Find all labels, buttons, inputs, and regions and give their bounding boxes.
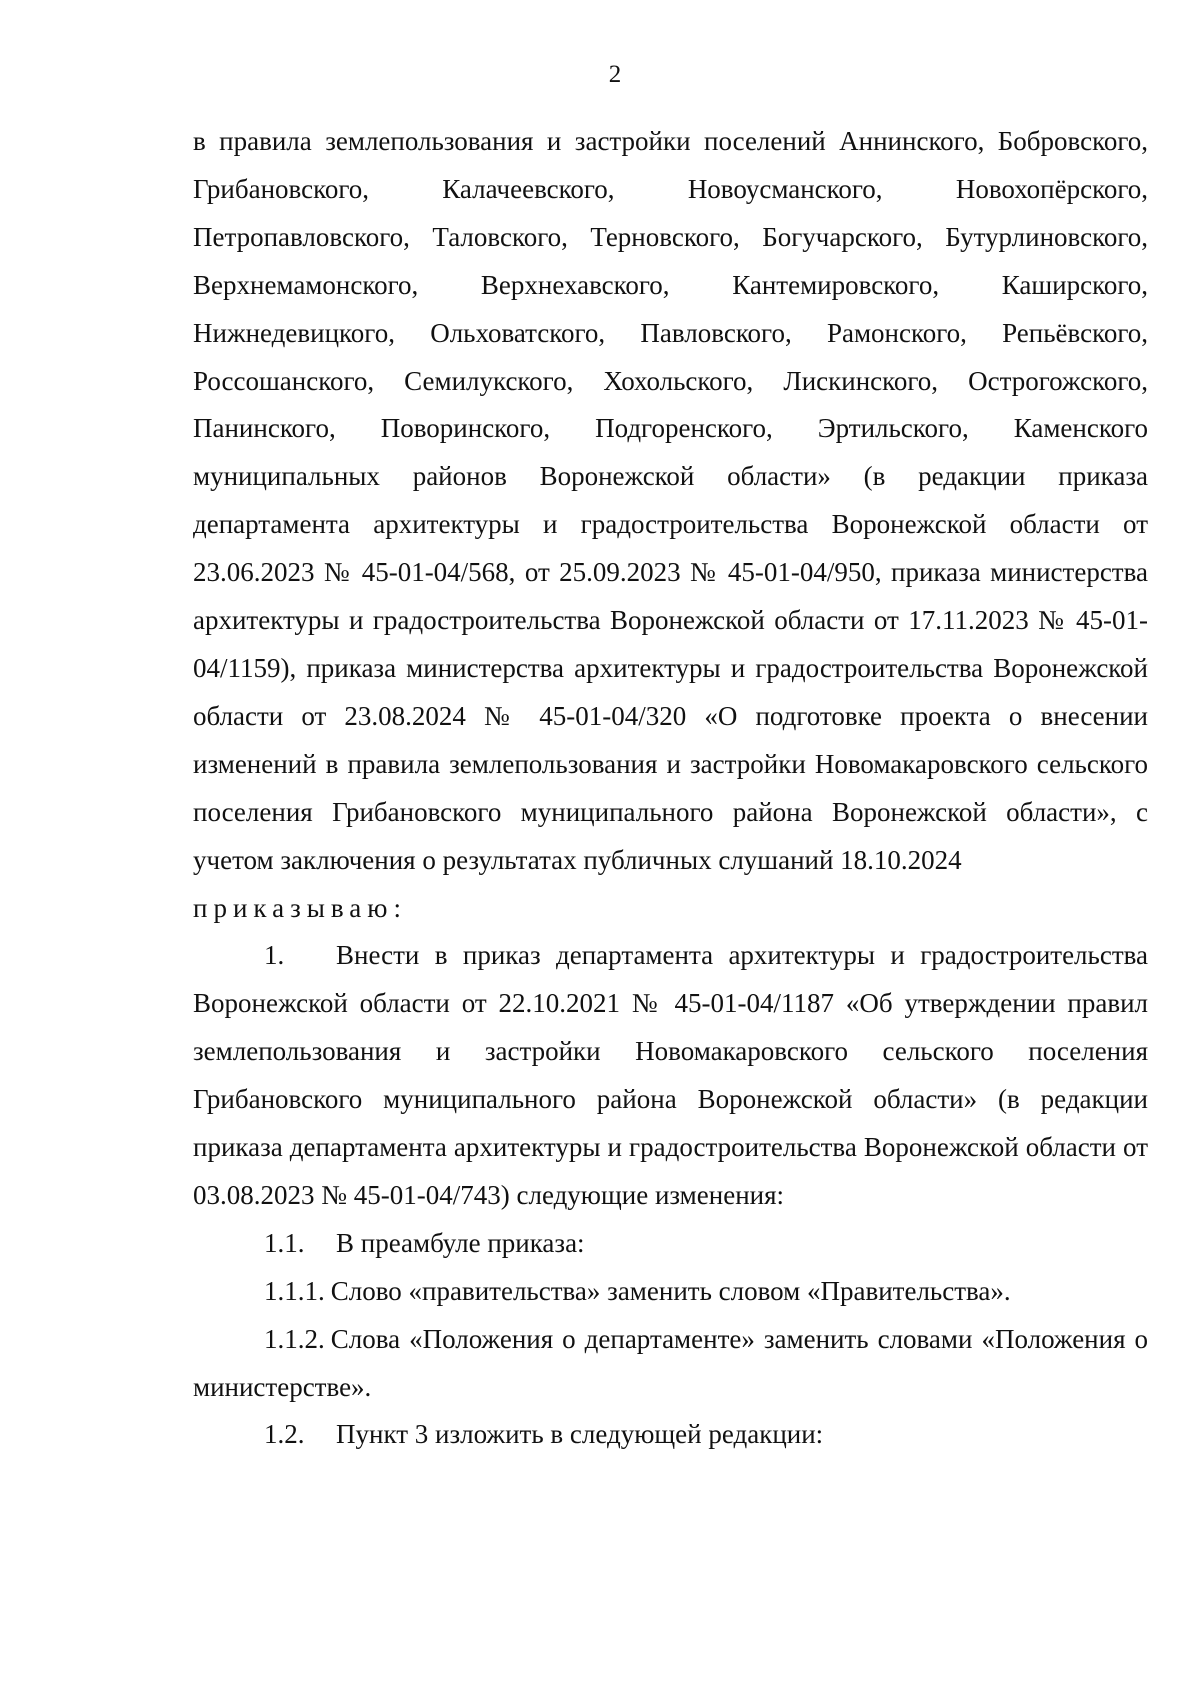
clause-1-1-2-number: 1.1.2.: [264, 1323, 325, 1354]
clause-1-1-1: [193, 1268, 1148, 1316]
clause-1-1: [193, 1220, 1148, 1268]
clause-1-1-1-number: 1.1.1.: [264, 1275, 325, 1306]
clause-1-text: Внести в приказ департамента архитектуры и градостроительства Воронежской области от 22.10.2021 № 45-01-04/1187 «Об утверждении правил землепользования и застройки Новомакаровского сельского поселения Грибановского муниципального района Воронежской области» (в редакции приказа департамента архитектуры и градостроительства Воронежской области от 03.08.2023 № 45-01-04/743) следующие изменения:: [193, 940, 1148, 1210]
clause-1-2: [193, 1411, 1148, 1459]
clause-1-1-1-text: Слово «правительства» заменить словом «Правительства».: [330, 1275, 1011, 1306]
clause-1-2-text: Пункт 3 изложить в следующей редакции:: [336, 1419, 824, 1450]
preamble-continuation: в правила землепользования и застройки поселений Аннинского, Бобровского, Грибановского, Калачеевского, Новоусманского, Новохопёрского, Петропавловского, Таловского, Терновского, Богучарского, Бутурлиновского, Верхнемамонского, Верхнехавского, Кантемировского, Каширского, Нижнедевицкого, Ольховатского, Павловского, Рамонского, Репьёвского, Россошанского, Семилукского, Хохольского, Лискинского, Острогожского, Панинского, Поворинского, Подгоренского, Эртильского, Каменского муниципальных районов Воронежской области» (в редакции приказа департамента архитектуры и градостроительства Воронежской области от 23.06.2023 № 45-01-04/568, от 25.09.2023 № 45-01-04/950, приказа министерства архитектуры и градостроительства Воронежской области от 17.11.2023 № 45-01-04/1159), приказа министерства архитектуры и градостроительства Воронежской области от 23.08.2024 № 45-01-04/320 «О подготовке проекта о внесении изменений в правила землепользования и застройки Новомакаровского сельского поселения Грибановского муниципального района Воронежской области», с учетом заключения о результатах публичных слушаний 18.10.2024: [193, 126, 1148, 875]
clause-1-number: 1.: [264, 940, 285, 971]
clause-1-1-number: 1.1.: [264, 1227, 305, 1258]
clause-1-1-2: [193, 1316, 1148, 1412]
clause-1-2-number: 1.2.: [264, 1419, 305, 1450]
clause-1-1-2-text: Слова «Положения о департаменте» заменить словами «Положения о министерстве».: [193, 1323, 1148, 1402]
page-number: 2: [608, 61, 622, 88]
document-body: [193, 118, 1148, 1459]
clause-1: [193, 932, 1148, 1219]
clause-1-1-text: В преамбуле приказа:: [336, 1227, 585, 1258]
decree-word: приказываю:: [193, 892, 407, 923]
